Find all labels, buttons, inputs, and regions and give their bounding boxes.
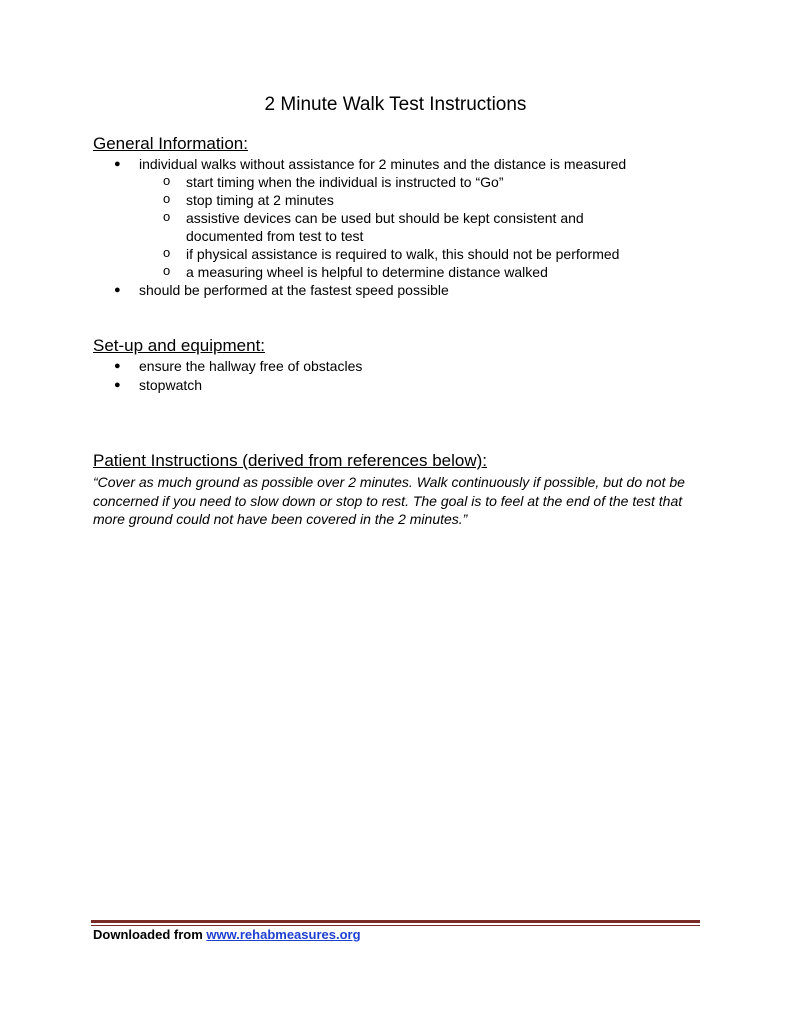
sub-list-item-text: assistive devices can be used but should be kept consistent and documented from test to test (186, 210, 584, 244)
general-information-list (0, 155, 646, 299)
sub-list-item-text: if physical assistance is required to walk, this should not be performed (186, 246, 620, 262)
list-item-text: should be performed at the fastest speed possible (139, 282, 449, 298)
list-item-text: individual walks without assistance for 2 minutes and the distance is measured (139, 156, 627, 172)
hollow-bullet-icon: o (163, 209, 171, 224)
setup-equipment-list (0, 357, 362, 394)
hollow-bullet-icon: o (163, 245, 171, 260)
bullet-icon: ● (114, 284, 121, 296)
bullet-icon: ● (114, 158, 121, 170)
list-item (0, 281, 646, 299)
rehabmeasures-link[interactable]: www.rehabmeasures.org (206, 927, 361, 942)
sub-list-item-text: start timing when the individual is instructed to “Go” (186, 174, 504, 190)
list-item (0, 376, 362, 394)
document-title: 2 Minute Walk Test Instructions (264, 94, 527, 115)
hollow-bullet-icon: o (163, 191, 171, 206)
general-information-heading: General Information: (93, 134, 248, 153)
hollow-bullet-icon: o (163, 263, 171, 278)
patient-instructions-heading: Patient Instructions (derived from references below): (93, 451, 488, 470)
bullet-icon: ● (114, 360, 121, 372)
sub-list-item-text: a measuring wheel is helpful to determine distance walked (186, 264, 548, 280)
sub-list-item-text: stop timing at 2 minutes (186, 192, 334, 208)
list-item (0, 357, 362, 375)
sub-list-item (0, 173, 646, 191)
sub-list-item (0, 191, 646, 209)
list-item-text: ensure the hallway free of obstacles (139, 358, 363, 374)
sub-list-item (0, 263, 646, 281)
setup-equipment-heading: Set-up and equipment: (93, 336, 266, 355)
footer-prefix: Downloaded from (93, 927, 207, 942)
sub-list-item (0, 209, 646, 245)
hollow-bullet-icon: o (163, 173, 171, 188)
list-item (0, 155, 646, 173)
list-item-text: stopwatch (139, 377, 203, 393)
footer-rule-thin (91, 925, 700, 926)
footer-rule-thick (91, 920, 700, 923)
patient-instructions-quote: “Cover as much ground as possible over 2 minutes. Walk continuously if possible, but do not be concerned if you need to slow down or stop to rest. The goal is to feel at the end of the test that more ground could not have been covered in the 2 minutes.” (93, 474, 685, 527)
footer (93, 927, 361, 943)
sub-list-item (0, 245, 646, 263)
bullet-icon: ● (114, 379, 121, 391)
